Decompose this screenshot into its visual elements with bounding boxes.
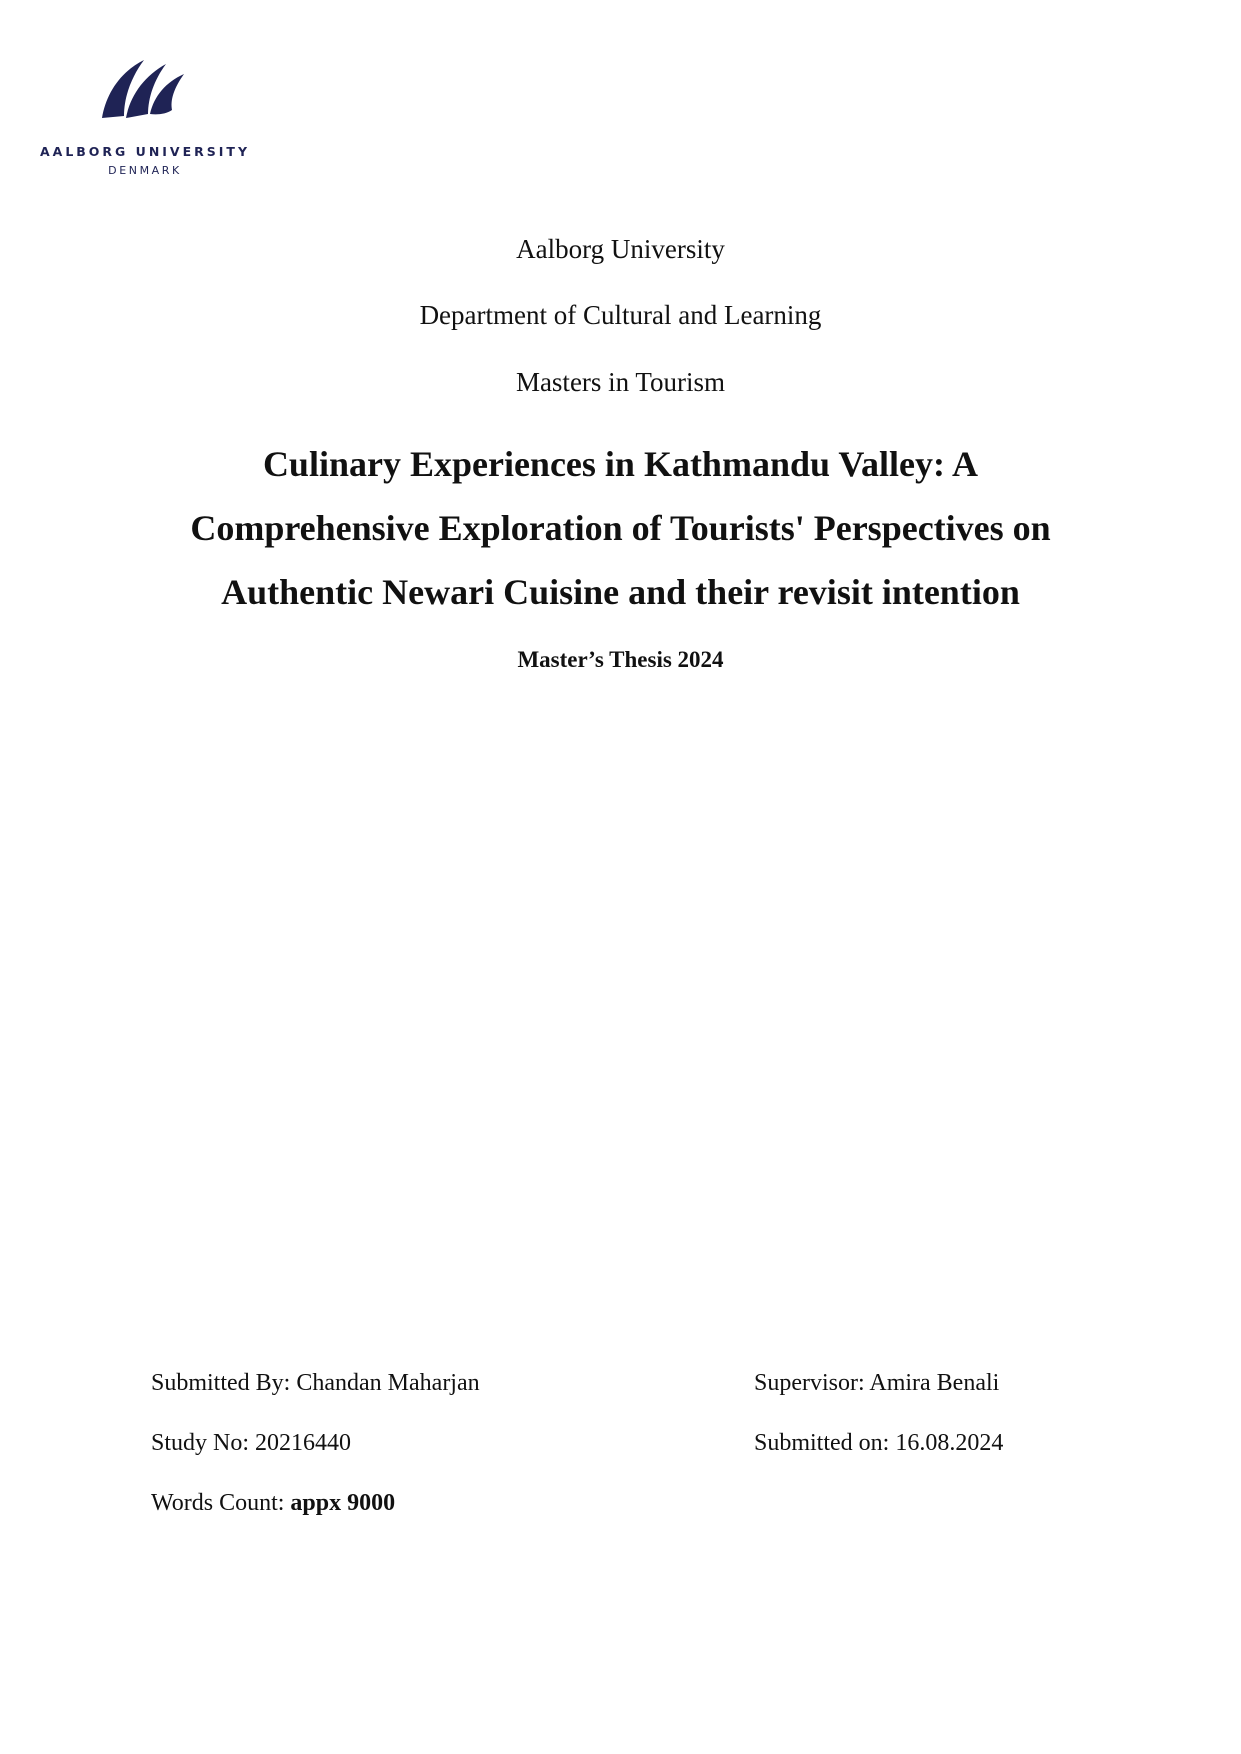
submitted-by-value: Chandan Maharjan <box>296 1370 480 1396</box>
thesis-title <box>120 432 1121 624</box>
programme-name: Masters in Tourism <box>515 367 726 397</box>
words-count-value: appx 9000 <box>290 1490 396 1516</box>
submitted-by-label: Submitted By: <box>151 1370 291 1396</box>
thesis-title-line-2: Comprehensive Exploration of Tourists' Perspectives on <box>190 508 1051 548</box>
thesis-subtitle: Master’s Thesis 2024 <box>517 647 724 672</box>
university-name: Aalborg University <box>516 234 725 264</box>
supervisor <box>754 1368 999 1398</box>
logo-country: DENMARK <box>108 164 182 177</box>
submitted-by <box>151 1368 480 1398</box>
study-number <box>151 1428 351 1458</box>
university-logo <box>30 56 260 186</box>
submission-date-value: 16.08.2024 <box>895 1430 1004 1456</box>
supervisor-value: Amira Benali <box>869 1370 1000 1396</box>
thesis-title-line-1: Culinary Experiences in Kathmandu Valley: A <box>262 444 979 484</box>
words-count-label: Words Count: <box>151 1490 285 1516</box>
aalborg-wave-logo-icon <box>92 56 192 126</box>
logo-university-name: AALBORG UNIVERSITY <box>39 144 251 159</box>
thesis-title-line-3: Authentic Newari Cuisine and their revisit intention <box>221 572 1020 612</box>
department-name: Department of Cultural and Learning <box>419 300 822 330</box>
submission-date-label: Submitted on: <box>754 1430 890 1456</box>
supervisor-label: Supervisor: <box>754 1370 865 1396</box>
study-number-value: 20216440 <box>255 1430 352 1456</box>
study-number-label: Study No: <box>151 1430 250 1456</box>
submission-date <box>754 1428 1003 1458</box>
words-count <box>151 1488 395 1518</box>
